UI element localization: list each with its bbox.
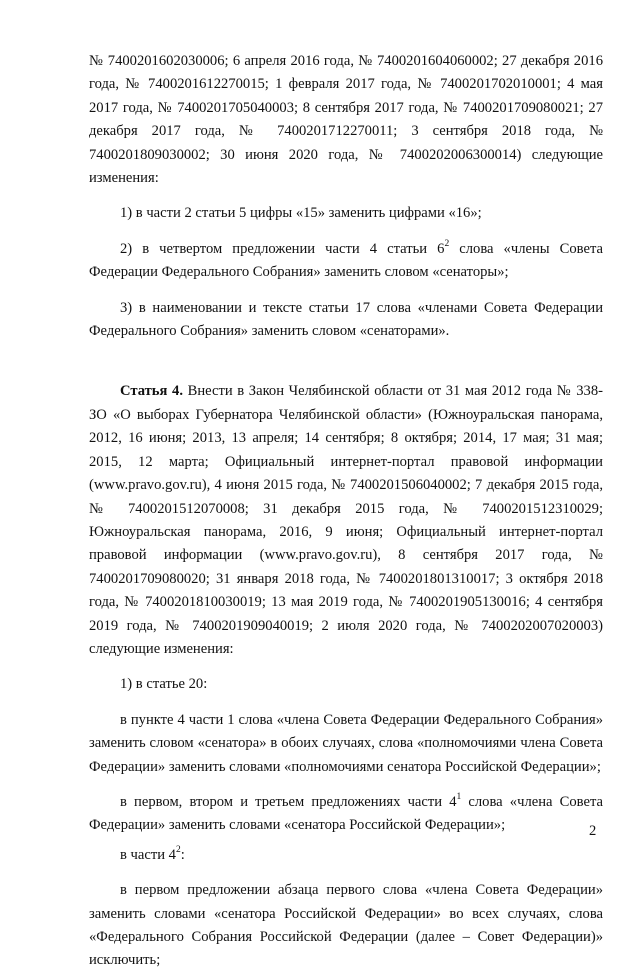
amendment-item-2-superscript: 2 (444, 238, 450, 249)
article-4-item-1: 1) в статье 20: (120, 676, 208, 693)
page-number: 2 (589, 823, 597, 839)
article-4-paragraph-3-pre: в части 4 (120, 846, 176, 863)
article-4-paragraph-1: в пункте 4 части 1 слова «члена Совета Федерации Федерального Собрания» заменить словом «сенатора» в обоих случаях, слова «полномочиями члена Совета Федерации» заменить словами «полномочиями сенатора Российской Федерации»; (89, 711, 603, 775)
article-4-label: Статья 4. (120, 383, 183, 400)
article-4-paragraph-3 (89, 844, 603, 867)
article-4-paragraph-2 (89, 791, 603, 838)
article-4-paragraph-2-post: слова «члена Совета Федерации» заменить словами «сенатора Российской Федерации»; (89, 793, 603, 834)
article-4-paragraph-3-superscript: 2 (175, 844, 181, 855)
amendment-item-2-pre: 2) в четвертом предложении части 4 статьи 6 (120, 240, 445, 257)
amendment-item-2-post: слова «члены Совета Федерации Федерального Собрания» заменить словом «сенаторы»; (89, 240, 603, 281)
amendment-item-3: 3) в наименовании и тексте статьи 17 слова «членами Совета Федерации Федерального Собрания» заменить словом «сенаторами». (89, 299, 603, 340)
amendment-item-1: 1) в части 2 статьи 5 цифры «15» заменить цифрами «16»; (120, 205, 482, 222)
article-4-paragraph (89, 380, 603, 661)
article-4-paragraph-4: в первом предложении абзаца первого слова «члена Совета Федерации» заменить словами «сенатора Российской Федерации» во всех случаях, слова «Федерального Собрания Российской Федерации (далее – Совет Федерации)» исключить; (89, 882, 603, 969)
article-4-text: Внести в Закон Челябинской области от 31 мая 2012 года № 338-ЗО «О выборах Губернатора Челябинской области» (Южноуральская панорама, 2012, 16 июня; 2013, 13 апреля; 14 сентября; 8 октября; 2014, 17 мая; 31 мая; 2015, 12 марта; Официальный интернет-портал правовой информации (www.pravo.gov.ru), 4 июня 2015 года, № 7400201506040002; 7 декабря 2015 года, № 7400201512070008; 31 декабря 2015 года, № 7400201512310029; Южноуральская панорама, 2016, 9 июня; Официальный интернет-портал правовой информации (www.pravo.gov.ru), 8 сентября 2017 года, № 7400201709080020; 31 января 2018 года, № 7400201801310017; 3 октября 2018 года, № 7400201810030019; 13 мая 2019 года, № 7400201905130016; 4 сентября 2019 года, № 7400201909040019; 2 июля 2020 года, № 7400202007020003) следующие изменения: (89, 383, 603, 657)
article-4-paragraph-3-post: : (180, 846, 185, 863)
article-4-paragraph-2-superscript: 1 (456, 792, 462, 803)
continuation-paragraph: № 7400201602030006; 6 апреля 2016 года, № 7400201604060002; 27 декабря 2016 года, № 7400201612270015; 1 февраля 2017 года, № 7400201702010001; 4 мая 2017 года, № 7400201705040003; 8 сентября 2017 года, № 7400201709080021; 27 декабря 2017 года, № 7400201712270011; 3 сентября 2018 года, № 7400201809030002; 30 июня 2020 года, № 7400202006300014) следующие изменения: (89, 53, 603, 187)
amendment-item-2 (89, 238, 603, 285)
article-4-paragraph-2-pre: в первом, втором и третьем предложениях части 4 (120, 793, 457, 810)
document-body (89, 50, 603, 973)
